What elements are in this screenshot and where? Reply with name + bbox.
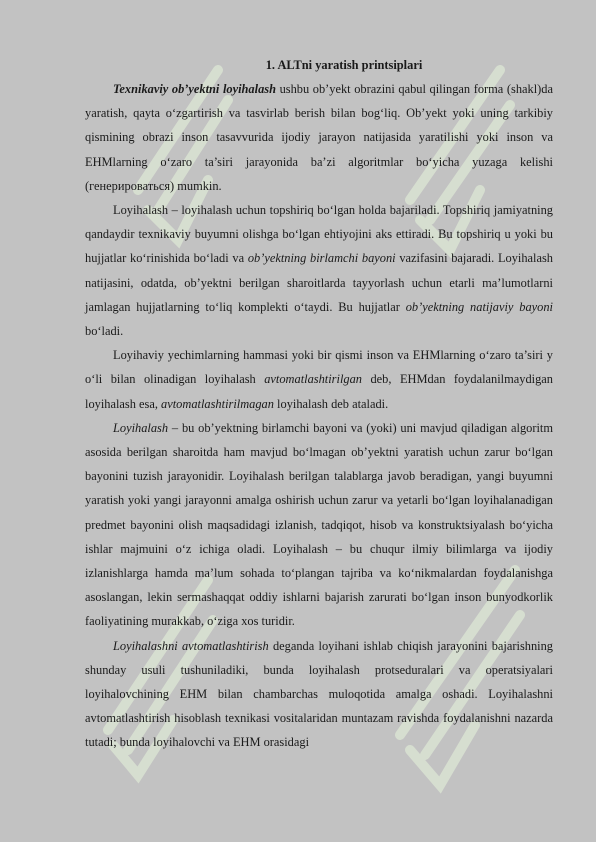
paragraph-text: vazifasini bajaradi. Loyihalash natijasini, odatda, ob’yektni berilgan sharoitlarda tayyorlash uchun etarli ma’lumotlarni jamlagan hujjatlarning to‘liq komplekti o‘taydi. Bu hujjatlar [85,251,553,314]
section-heading [85,56,553,74]
paragraph-4 [85,416,553,634]
section-number: 1. [265,58,276,72]
term-italic: Loyihalash [113,420,169,435]
paragraph-1 [85,77,553,198]
term-italic: Loyihalashni avtomatlashtirish [113,638,269,653]
paragraph-5 [85,634,553,755]
term-italic: avtomatlashtirilgan [264,372,362,387]
paragraph-text: deb, EHMdan foydalanilmaydigan loyihalash esa, [85,372,553,411]
paragraph-text: deganda loyihani ishlab chiqish jarayonini bajarishning shunday usuli tushuniladiki, bunda loyihalash protseduralari va operatsiyalari loyihalovchining EHM bilan chambarchas muloqotida amalga oshadi. Loyihalashni avtomatlashtirish hisoblash texnikasi vositalaridan muntazam ravishda foydalanishni nazarda tutadi; bunda loyihalovchi va EHM orasidagi [85,638,553,750]
term-italic: ob’yektning natijaviy bayoni [405,299,553,314]
paragraph-text: bo‘ladi. [85,324,124,339]
paragraph-text: Loyihaviy yechimlarning hammasi yoki bir qismi inson va EHMlarning o‘zaro ta’siri y o‘li bilan olinadigan loyihalash [85,348,553,387]
paragraph-3 [85,343,553,416]
term-italic: avtomatlashtirilmagan [161,396,274,411]
paragraph-2 [85,198,553,343]
paragraph-text: – bu ob’yektning birlamchi bayoni va (yoki) uni mavjud qiladigan algoritm asosida berilgan sharoitda ham mavjud bo‘lmagan ob’yektni yaratish uchun zarur bo‘lgan bayonini tuzish jarayonidir. Loyihalash berilgan talablarga javob beradigan, yangi buyumni yaratish yoki yangi jarayonni amalga oshirish uchun zarur va yetarli bo‘lgan loyihalanadigan predmet bayonini olish maqsadidagi izlanish, tadqiqot, hisob va konstruktsiyalash bo‘yicha ishlar majmuini o‘z ichiga oladi. Loyihalash – bu chuqur ilmiy bilimlarga va ijodiy izlanishlarga hamda ma’lum sohada to‘plangan tajriba va ko‘nikmalardan foydalanishga asoslangan, lekin sermashaqqat oddiy ishlarni bajarish zarurati bo‘lgan inson bunyodkorlik faoliyatining murakkab, o‘ziga xos turidir. [85,420,553,629]
term-bold-italic: Texnikaviy ob’yektni loyihalash [113,82,276,96]
term-italic: ob’yektning birlamchi bayoni [247,251,396,266]
section-title: ALTni yaratish printsiplari [277,58,423,72]
paragraph-text: loyihalash deb ataladi. [273,396,389,411]
document-body [85,56,553,755]
paragraph-text: ushbu ob’yekt obrazini qabul qilingan forma (shakl)da yaratish, qayta o‘zgartirish va tasvirlab berish bilan bog‘liq. Ob’yekt yoki uning tarkibiy qismining obrazi inson tasavvurida ijodiy jarayon natijasida yaratilishi yoki inson va EHMlarning o‘zaro ta’siri jarayonida ba’zi algoritmlar bo‘yicha yuzaga kelishi (генерироваться) mumkin. [85,82,553,193]
paragraph-text: Loyihalash – loyihalash uchun topshiriq bo‘lgan holda bajariladi. Topshiriq jamiyatning qandaydir texnikaviy buyumni olishga bo‘lgan ehtiyojini aks ettiradi. Bu topshiriq u yoki bu hujjatlar ko‘rinishida bo‘ladi va [85,203,553,266]
